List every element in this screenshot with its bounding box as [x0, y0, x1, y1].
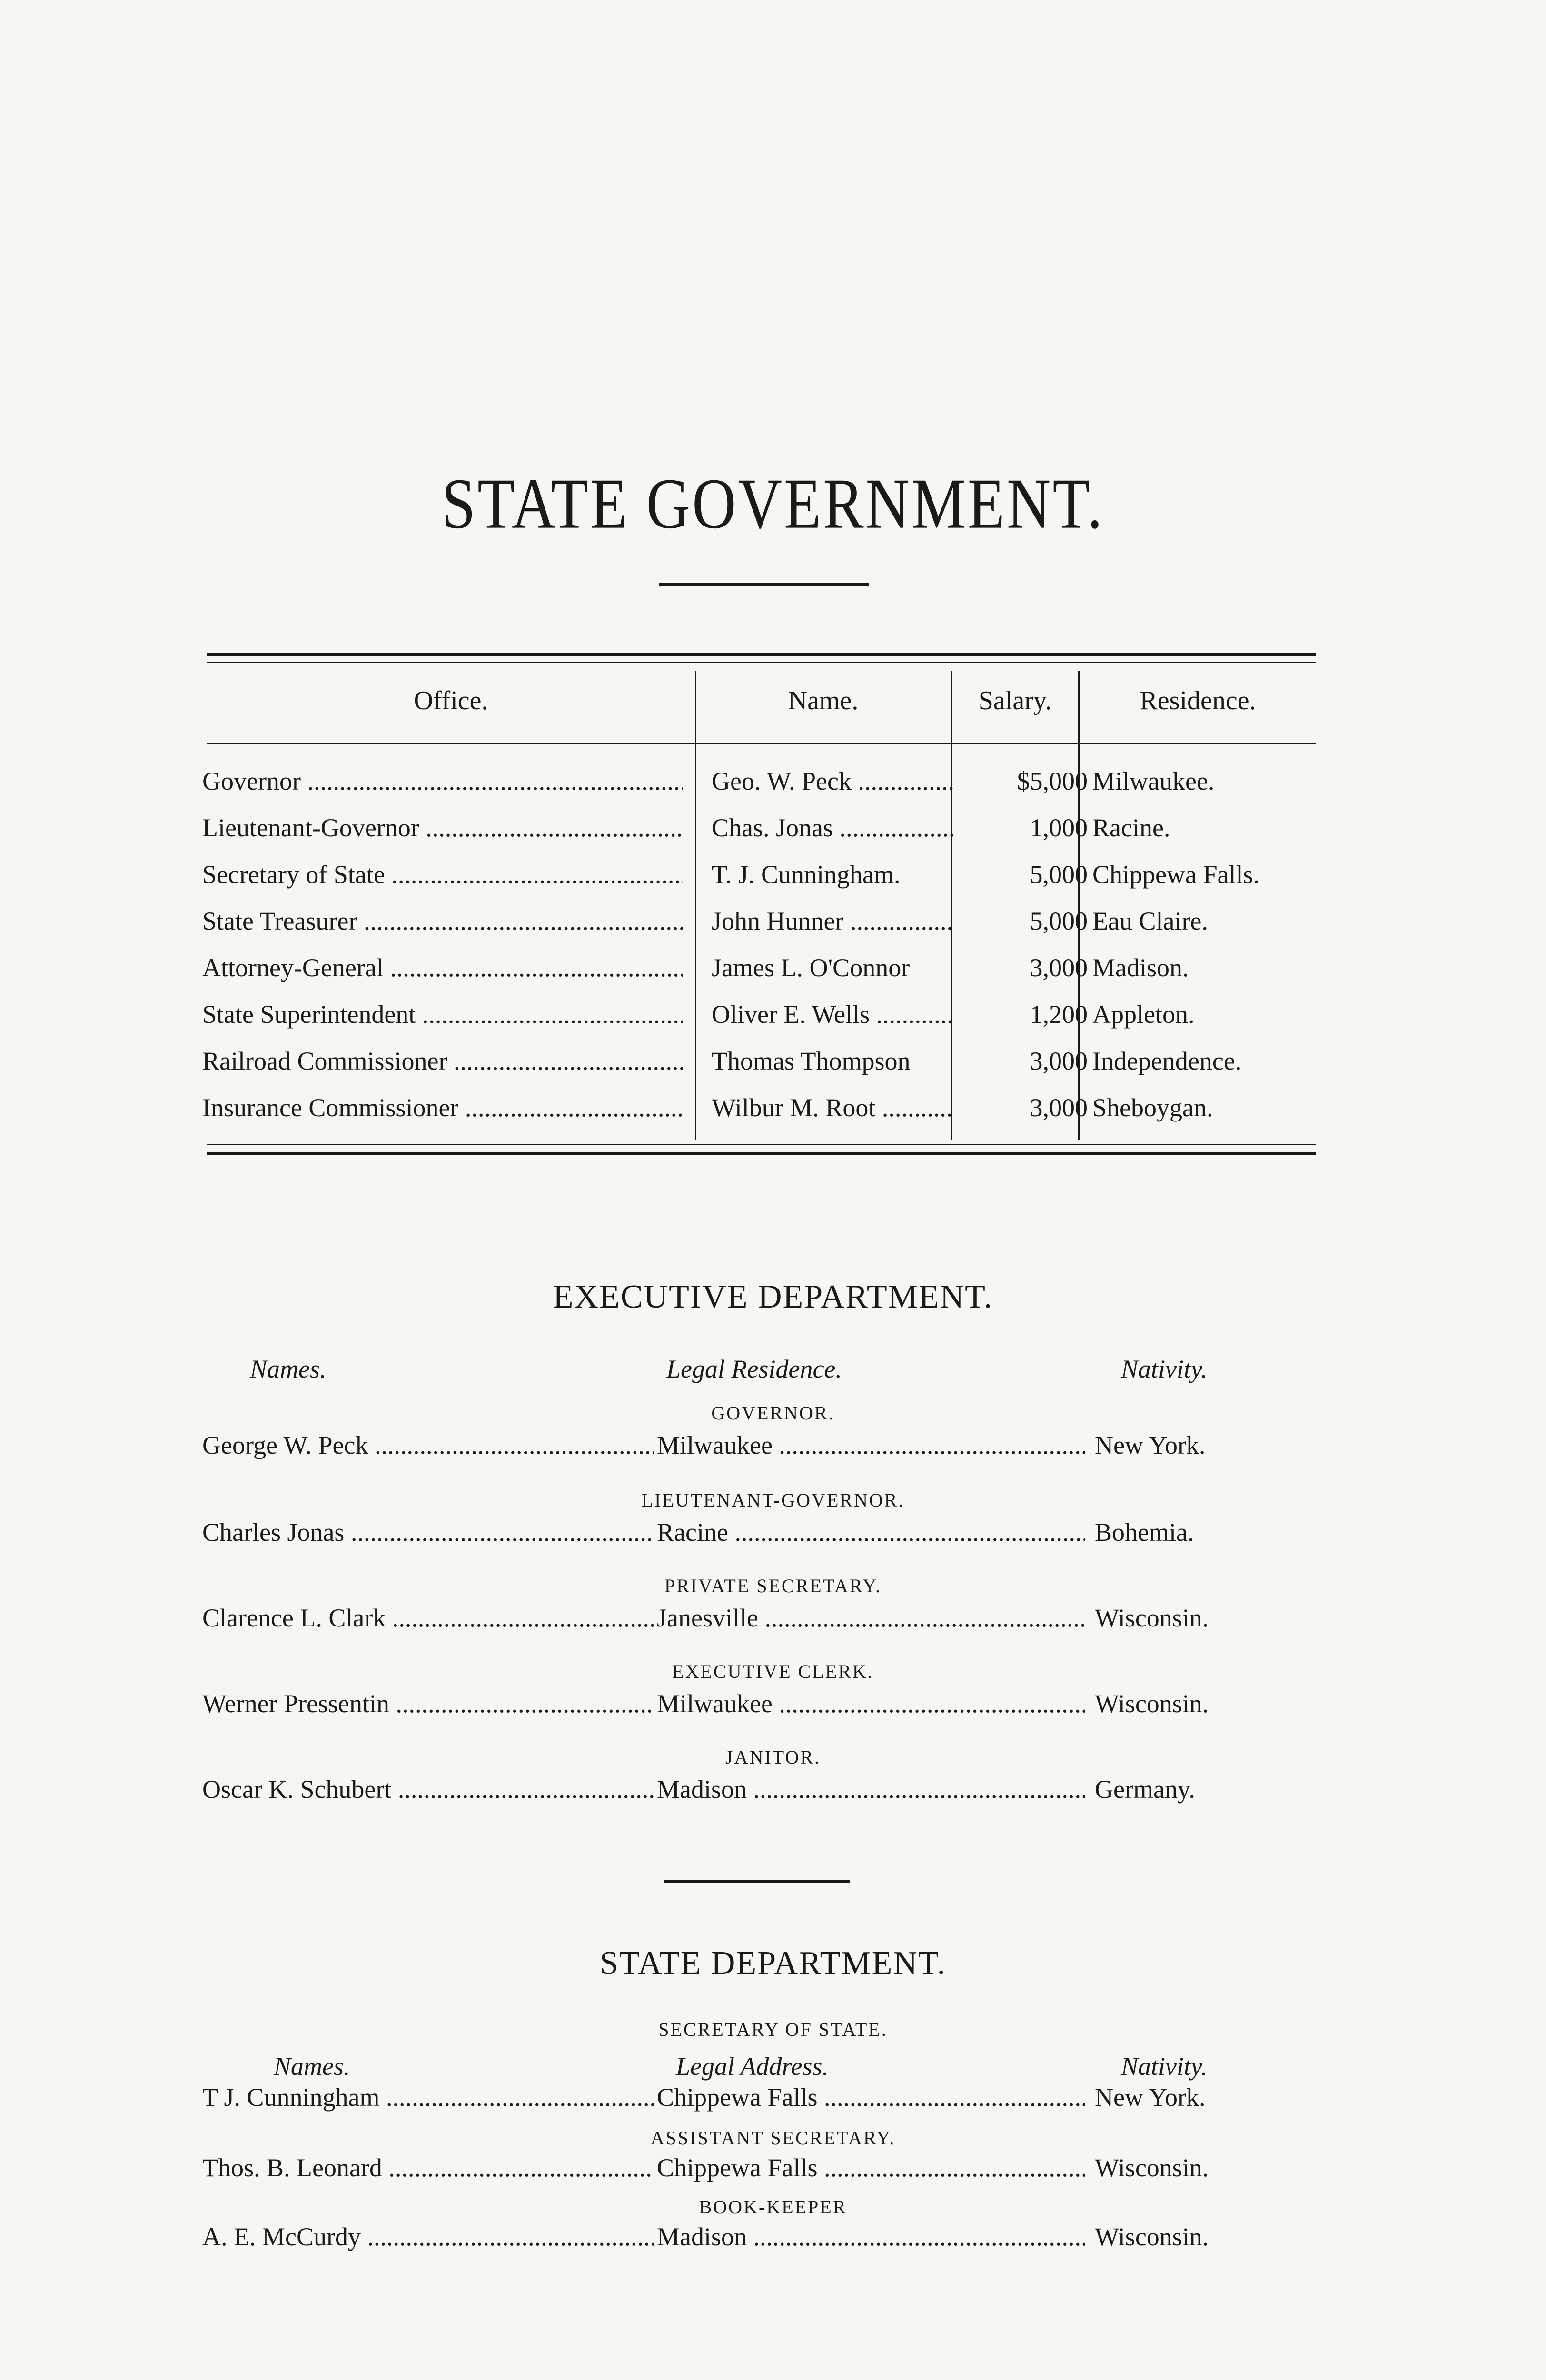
person-residence: Milwaukee ..... — [657, 1689, 1085, 1718]
person-name: Oscar K. Schubert ..... — [202, 1775, 654, 1804]
person-nativity: Germany. — [1095, 1775, 1195, 1804]
residence-cell: Madison. — [1092, 953, 1189, 982]
residence-cell: Racine. — [1092, 813, 1170, 842]
person-name: George W. Peck ..... — [202, 1430, 654, 1460]
name-cell: Chas. Jonas ..... — [712, 813, 954, 843]
table-bottom-rule — [207, 1144, 1316, 1145]
table-row — [202, 813, 1316, 860]
role-label: ASSISTANT SECRETARY. — [650, 2127, 896, 2149]
role-label: JANITOR. — [725, 1746, 821, 1768]
residence-cell: Eau Claire. — [1092, 907, 1208, 935]
person-name: T J. Cunningham ..... — [202, 2082, 654, 2112]
person-nativity: Wisconsin. — [1095, 2222, 1209, 2251]
salary-cell: 5,000 — [1030, 860, 1088, 889]
salary-cell: 1,000 — [1030, 813, 1088, 842]
page-title: STATE GOVERNMENT. — [441, 464, 1105, 544]
header-office: Office. — [414, 686, 488, 715]
name-cell: T. J. Cunningham. — [712, 860, 901, 889]
person-name: Thos. B. Leonard ..... — [202, 2153, 654, 2182]
residence-cell: Milwaukee. — [1092, 767, 1215, 795]
person-nativity: Wisconsin. — [1095, 2153, 1209, 2182]
salary-cell: 3,000 — [1030, 953, 1088, 982]
table-top-rule — [207, 653, 1316, 656]
person-name: A. E. McCurdy ..... — [202, 2222, 654, 2251]
col-legal-residence: Legal Residence. — [666, 1355, 842, 1383]
header-rule — [207, 743, 1316, 744]
salary-cell: 5,000 — [1030, 907, 1088, 935]
name-cell: Oliver E. Wells ..... — [712, 1000, 954, 1029]
col-names: Names. — [274, 2052, 350, 2081]
person-nativity: Bohemia. — [1095, 1518, 1194, 1547]
table-row — [202, 953, 1316, 1000]
col-legal-address: Legal Address. — [676, 2052, 829, 2081]
title-rule — [659, 583, 869, 586]
table-row — [202, 906, 1316, 953]
name-cell: Geo. W. Peck ..... — [712, 766, 954, 796]
office-cell: Railroad Commissioner ..... — [202, 1046, 683, 1076]
person-residence: Janesville ..... — [657, 1603, 1085, 1633]
person-nativity: New York. — [1095, 1431, 1206, 1459]
office-cell: Insurance Commissioner ..... — [202, 1093, 683, 1122]
col-nativity: Nativity. — [1121, 2052, 1208, 2081]
col-names: Names. — [250, 1355, 327, 1383]
residence-cell: Chippewa Falls. — [1092, 860, 1259, 889]
header-salary: Salary. — [978, 686, 1052, 715]
person-residence: Chippewa Falls ..... — [657, 2153, 1085, 2182]
table-row — [202, 1000, 1316, 1046]
table-row — [202, 766, 1316, 813]
person-nativity: Wisconsin. — [1095, 1689, 1209, 1718]
office-cell: Secretary of State ..... — [202, 860, 683, 889]
role-label: BOOK-KEEPER — [699, 2196, 847, 2218]
office-cell: Governor ..... — [202, 766, 683, 796]
person-nativity: New York. — [1095, 2083, 1206, 2112]
salary-cell: 3,000 — [1030, 1047, 1088, 1075]
person-name: Werner Pressentin ..... — [202, 1689, 654, 1718]
person-residence: Madison ..... — [657, 2222, 1085, 2251]
person-name: Charles Jonas ..... — [202, 1517, 654, 1547]
role-label: SECRETARY OF STATE. — [658, 2019, 888, 2040]
person-residence: Racine ..... — [657, 1517, 1085, 1547]
table-row — [202, 860, 1316, 906]
salary-cell: 3,000 — [1030, 1093, 1088, 1122]
section-rule — [664, 1880, 850, 1883]
residence-cell: Sheboygan. — [1092, 1093, 1213, 1122]
col-nativity: Nativity. — [1121, 1355, 1208, 1383]
office-cell: State Superintendent ..... — [202, 1000, 683, 1029]
table-bottom-rule-2 — [207, 1152, 1316, 1155]
salary-cell: $5,000 — [1017, 767, 1088, 795]
residence-cell: Independence. — [1092, 1047, 1242, 1075]
name-cell: John Hunner ..... — [712, 906, 954, 936]
role-label: GOVERNOR. — [711, 1402, 835, 1424]
person-residence: Milwaukee ..... — [657, 1430, 1085, 1460]
table-row — [202, 1093, 1316, 1140]
office-cell: Lieutenant-Governor ..... — [202, 813, 683, 843]
role-label: LIEUTENANT-GOVERNOR. — [641, 1489, 905, 1511]
office-cell: Attorney-General ..... — [202, 953, 683, 982]
office-cell: State Treasurer ..... — [202, 906, 683, 936]
name-cell: Thomas Thompson — [712, 1047, 911, 1075]
person-nativity: Wisconsin. — [1095, 1604, 1209, 1632]
residence-cell: Appleton. — [1092, 1000, 1195, 1029]
state-department-heading: STATE DEPARTMENT. — [599, 1945, 947, 1982]
header-name: Name. — [788, 686, 859, 715]
name-cell: Wilbur M. Root ..... — [712, 1093, 954, 1122]
salary-cell: 1,200 — [1030, 1000, 1088, 1029]
person-name: Clarence L. Clark ..... — [202, 1603, 654, 1633]
person-residence: Chippewa Falls ..... — [657, 2082, 1085, 2112]
person-residence: Madison ..... — [657, 1775, 1085, 1804]
table-top-rule-2 — [207, 662, 1316, 663]
role-label: EXECUTIVE CLERK. — [672, 1661, 874, 1682]
role-label: PRIVATE SECRETARY. — [664, 1575, 882, 1597]
name-cell: James L. O'Connor — [712, 953, 910, 982]
executive-heading: EXECUTIVE DEPARTMENT. — [553, 1279, 993, 1315]
table-row — [202, 1046, 1316, 1093]
header-residence: Residence. — [1140, 686, 1256, 715]
